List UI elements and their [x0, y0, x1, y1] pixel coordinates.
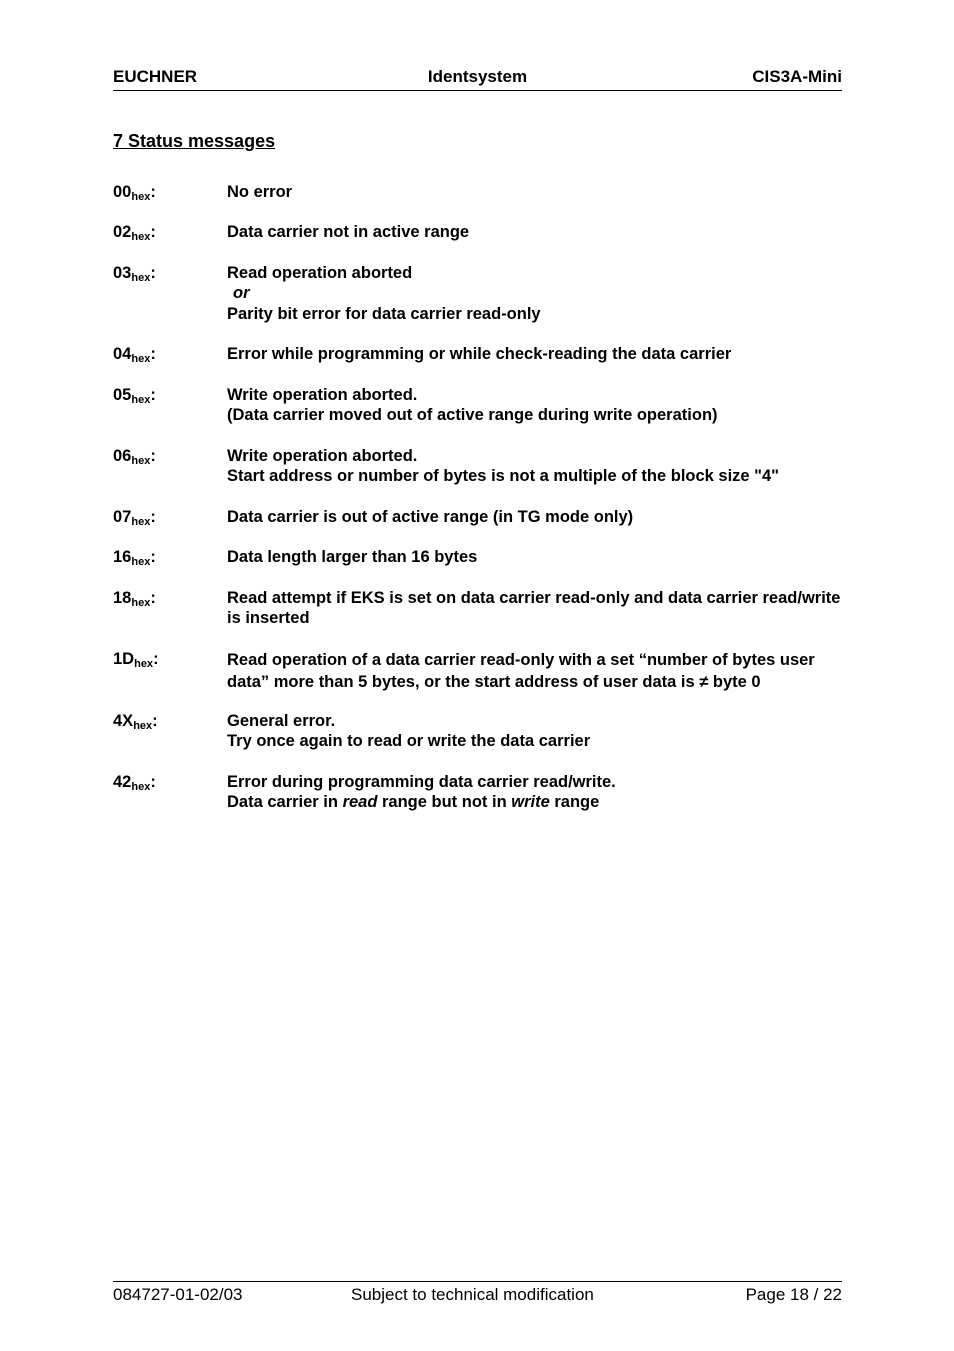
status-description: Data length larger than 16 bytes: [227, 548, 478, 566]
status-description: Data carrier is out of active range (in TG mode only): [227, 507, 634, 526]
status-description: Write operation aborted. Start address or number of bytes is not a multiple of the block size "4": [227, 446, 780, 485]
status-message-05: [113, 385, 893, 426]
status-code: $42_{hex}$:: [113, 772, 156, 793]
status-message-18: [113, 588, 893, 629]
status-description: Read operation of a data carrier read-only with a set “number of bytes user data” more than 5 bytes, or the start address of user data is ≠ byte 0: [227, 650, 815, 691]
status-code: $02_{hex}$:: [113, 223, 156, 243]
status-message-42: [113, 772, 893, 813]
status-message-4x: [113, 711, 893, 752]
status-message-03: [113, 263, 893, 325]
header-product: CIS3A-Mini: [752, 67, 842, 86]
status-code: $04_{hex}$:: [113, 345, 156, 365]
page-footer: [113, 1281, 842, 1306]
status-message-00: [113, 182, 893, 203]
or-separator: or: [233, 284, 250, 302]
header-product-family: Identsystem: [427, 67, 528, 86]
emphasis-read: read: [342, 793, 378, 811]
status-message-07: [113, 507, 893, 528]
status-message-1d: [113, 649, 893, 693]
emphasis-write: write: [511, 793, 550, 811]
status-code: $16_{hex}$:: [113, 548, 156, 568]
status-code: $05_{hex}$:: [113, 385, 156, 406]
section-title: 7 Status messages: [113, 131, 276, 151]
status-description: Error while programming or while check-reading the data carrier: [227, 345, 732, 363]
header-company: EUCHNER: [113, 67, 198, 86]
status-message-16: [113, 547, 893, 568]
status-message-06: [113, 446, 893, 487]
status-code: $1D_{hex}$:: [113, 649, 159, 670]
status-code: $00_{hex}$:: [113, 183, 156, 203]
status-message-04: [113, 344, 893, 365]
status-description: No error: [227, 183, 293, 201]
status-description: Read attempt if EKS is set on data carrier read-only and data carrier read/write is inserted: [227, 588, 841, 627]
page-header: [113, 66, 842, 91]
status-code: $4X_{hex}$:: [113, 711, 158, 732]
status-description: General error. Try once again to read or write the data carrier: [227, 711, 591, 750]
page-number: Page 18 / 22: [745, 1285, 842, 1304]
status-message-list: [113, 182, 893, 813]
document-number: 084727-01-02/03: [113, 1285, 243, 1304]
status-description: Error during programming data carrier read/write. Data carrier in read range but not in write range: [227, 772, 616, 811]
status-description: Data carrier not in active range: [227, 223, 470, 241]
footer-note: Subject to technical modification: [351, 1285, 594, 1304]
status-code: $06_{hex}$:: [113, 446, 156, 467]
status-code: $07_{hex}$:: [113, 507, 156, 528]
status-message-02: [113, 222, 893, 243]
status-code: $03_{hex}$:: [113, 263, 156, 284]
status-code: $18_{hex}$:: [113, 588, 156, 609]
status-description: Write operation aborted. (Data carrier moved out of active range during write operation): [227, 385, 718, 424]
status-description: Read operation aborted or Parity bit error for data carrier read-only: [227, 263, 893, 325]
